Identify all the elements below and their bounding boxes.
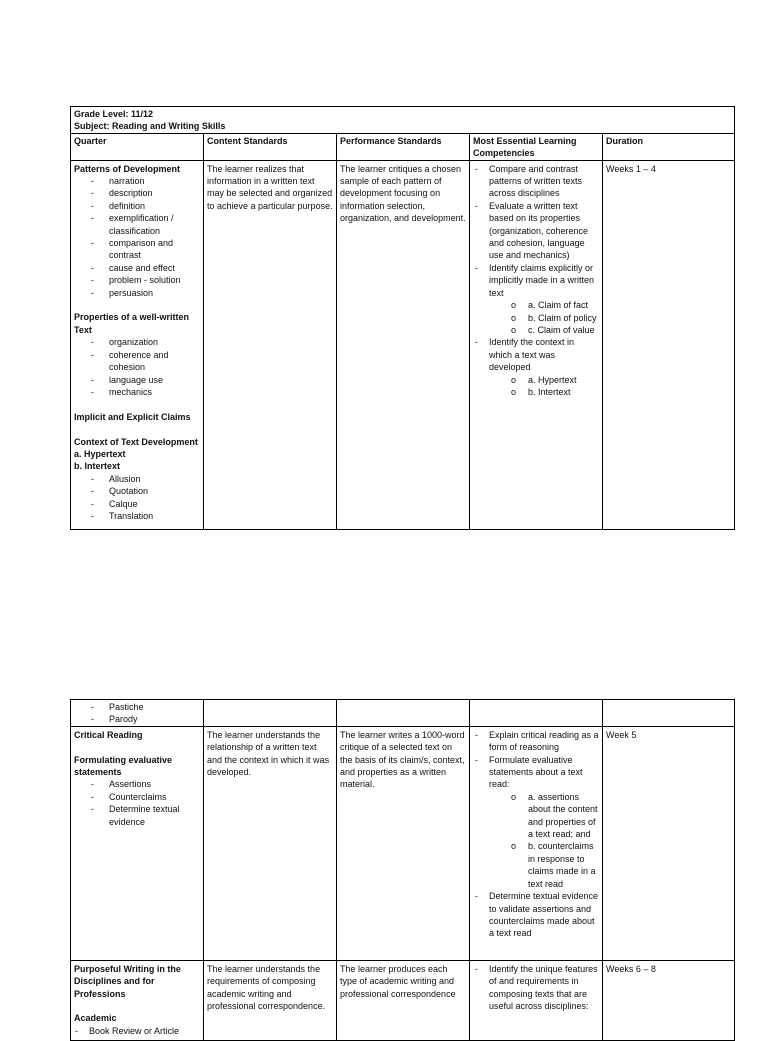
evaluative-list <box>74 778 200 828</box>
list-item: - description <box>74 187 200 199</box>
competency-text: Identify claims explicitly or implicitly made in a written text <box>489 262 595 298</box>
claims-sublist <box>473 299 599 336</box>
list-item: o a. assertions about the content and properties of a text read; and <box>473 791 599 841</box>
list-item: - Pastiche <box>74 701 200 713</box>
duration-cell <box>603 726 735 960</box>
list-item: - coherence and cohesion <box>74 349 200 374</box>
list-item: - language use <box>74 374 200 386</box>
competencies-cell <box>470 726 603 960</box>
performance-standard-cell <box>337 960 470 1040</box>
content-standard-cell <box>204 726 337 960</box>
critical-reading-cell <box>71 726 204 960</box>
list-item: o a. Claim of fact <box>473 299 599 311</box>
list-item: - definition <box>74 200 200 212</box>
purposeful-writing-cell <box>71 960 204 1040</box>
table-row <box>71 700 735 727</box>
header-competencies: Most Essential Learning Competencies <box>470 133 603 160</box>
performance-standard-text: The learner writes a 1000-word critique of a selected text on the basis of its claim/s, context, and properties as a written material. <box>340 729 465 790</box>
content-standard-cell <box>204 160 337 529</box>
academic-title: Academic <box>74 1013 117 1024</box>
claims-title: Implicit and Explicit Claims <box>74 411 191 422</box>
context-list <box>74 473 200 523</box>
pod-title: Patterns of Development <box>74 163 181 174</box>
duration-cell <box>603 160 735 529</box>
list-item: - Evaluate a written text based on its properties (organization, coherence and cohesion, language use and mechanics) <box>473 200 599 262</box>
context-a: a. Hypertext <box>74 448 126 459</box>
competency-list-2 <box>473 336 599 373</box>
props-title: Properties of a well-written Text <box>74 312 190 335</box>
carry-over-list <box>74 701 200 726</box>
pod-list <box>74 175 200 299</box>
list-item: - persuasion <box>74 287 200 299</box>
list-item: - Calque <box>74 498 200 510</box>
props-list <box>74 336 200 398</box>
curriculum-table-page-1 <box>70 106 735 530</box>
competency-list <box>473 163 599 299</box>
list-item: - Parody <box>74 713 200 725</box>
grade-subject-cell <box>71 107 735 134</box>
context-b: b. Intertext <box>74 461 121 472</box>
list-item: - Translation <box>74 510 200 522</box>
list-item: - Identify the context in which a text was developed <box>473 336 599 373</box>
header-content-standards: Content Standards <box>204 133 337 160</box>
competency-list <box>473 963 599 1013</box>
content-standard-text: The learner understands the requirements of composing academic writing and professional correspondence. <box>207 963 326 1012</box>
content-standard-cell <box>204 960 337 1040</box>
list-item: - Assertions <box>74 778 200 790</box>
assertions-sublist <box>473 791 599 890</box>
evaluative-statements-title: Formulating evaluative statements <box>74 754 173 778</box>
performance-standard-text: The learner produces each type of academic writing and professional correspondence <box>340 963 456 999</box>
list-item: - Counterclaims <box>74 791 200 803</box>
duration-cell <box>603 960 735 1040</box>
context-sublist <box>473 374 599 399</box>
duration-text: Week 5 <box>606 729 637 740</box>
list-item <box>473 262 599 299</box>
list-item: o b. Claim of policy <box>473 312 599 324</box>
header-quarter: Quarter <box>71 133 204 160</box>
quarter-cell <box>71 160 204 529</box>
competencies-cell <box>470 160 603 529</box>
list-item: o c. Claim of value <box>473 324 599 336</box>
curriculum-table-page-2 <box>70 699 735 1041</box>
list-item: - Book Review or Article <box>74 1025 200 1037</box>
header-row <box>71 133 735 160</box>
table-row <box>71 726 735 960</box>
performance-standard-cell <box>337 726 470 960</box>
list-item: o a. Hypertext <box>473 374 599 386</box>
list-item: o b. counterclaims in response to claims made in a text read <box>473 840 599 890</box>
list-item: - Identify the unique features of and requirements in composing texts that are useful across disciplines: <box>473 963 599 1013</box>
competencies-cell <box>470 960 603 1040</box>
list-item: - Quotation <box>74 485 200 497</box>
table-row <box>71 960 735 1040</box>
table-row <box>71 160 735 529</box>
list-item: - Determine textual evidence to validate assertions and counterclaims made about a text read <box>473 890 599 940</box>
content-standard-text: The learner realizes that information in a written text may be selected and organized to achieve a particular purpose. <box>207 163 333 211</box>
performance-standard-cell <box>337 160 470 529</box>
list-item: - organization <box>74 336 200 348</box>
list-item: - cause and effect <box>74 262 200 274</box>
purposeful-writing-title: Purposeful Writing in the Disciplines and for Professions <box>74 963 181 999</box>
list-item: - comparison and contrast <box>74 237 200 262</box>
list-item: - Explain critical reading as a form of reasoning <box>473 729 599 754</box>
list-item: - exemplification / classification <box>74 212 200 237</box>
list-item: - mechanics <box>74 386 200 398</box>
list-item: - Formulate evaluative statements about a text read: <box>473 754 599 791</box>
context-title: Context of Text Development <box>74 436 198 447</box>
list-item: - Compare and contrast patterns of written texts across disciplines <box>473 163 599 200</box>
duration-text: Weeks 6 – 8 <box>606 963 656 974</box>
competency-list-2 <box>473 890 599 940</box>
competency-list <box>473 729 599 791</box>
header-performance-standards: Performance Standards <box>337 133 470 160</box>
duration-text: Weeks 1 – 4 <box>606 163 656 174</box>
list-item: - narration <box>74 175 200 187</box>
list-item: o b. Intertext <box>473 386 599 398</box>
grade-level: Grade Level: 11/12 <box>74 109 154 119</box>
carry-over-cell <box>71 700 204 727</box>
critical-reading-title: Critical Reading <box>74 729 143 740</box>
performance-standard-text: The learner critiques a chosen sample of each pattern of development focusing on information selection, organization, and development. <box>340 163 466 224</box>
academic-list <box>74 1025 200 1037</box>
content-standard-text: The learner understands the relationship of a written text and the context in which it was developed. <box>207 729 330 778</box>
list-item: - Allusion <box>74 473 200 485</box>
subject: Subject: Reading and Writing Skills <box>74 121 226 132</box>
header-duration: Duration <box>603 133 735 160</box>
list-item: - problem - solution <box>74 274 200 286</box>
list-item: - Determine textual evidence <box>74 803 200 828</box>
